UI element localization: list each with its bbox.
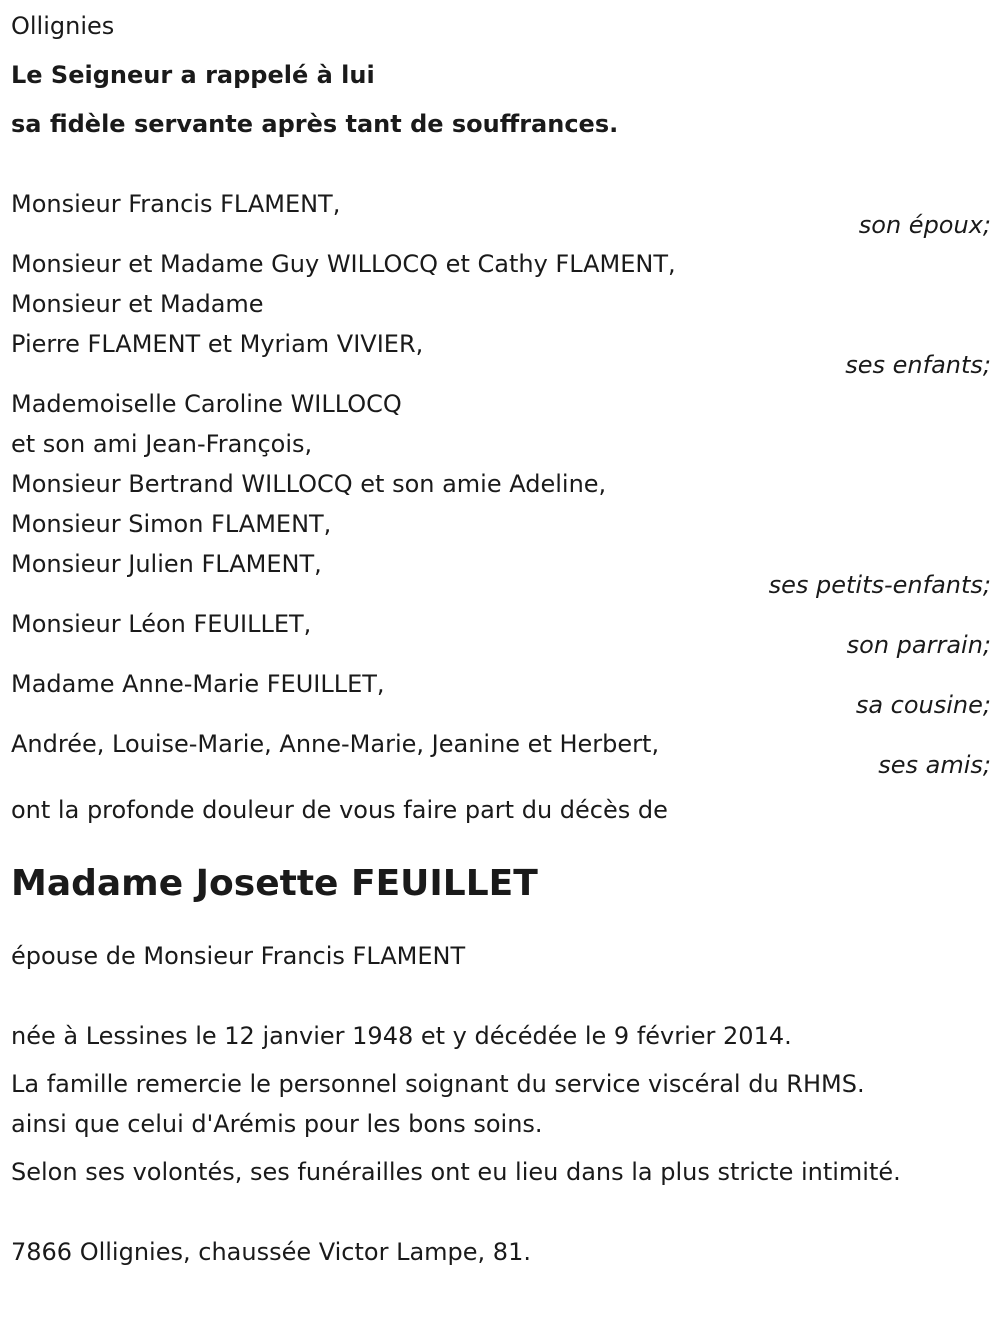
deceased-name: Madame Josette FEUILLET <box>11 863 538 904</box>
family-line: Monsieur Simon FLAMENT, <box>11 510 332 538</box>
family-line: Madame Anne-Marie FEUILLET, <box>11 670 385 698</box>
birth-death-line: née à Lessines le 12 janvier 1948 et y décédée le 9 février 2014. <box>11 1022 792 1050</box>
family-line: Monsieur et Madame <box>11 290 264 318</box>
relation-label: son époux; <box>858 211 991 239</box>
address-line: 7866 Ollignies, chaussée Victor Lampe, 81. <box>11 1238 531 1266</box>
family-line: Monsieur Léon FEUILLET, <box>11 610 312 638</box>
relation-label: ses amis; <box>878 751 991 779</box>
relation-label: ses enfants; <box>845 351 991 379</box>
relation-label: sa cousine; <box>855 691 991 719</box>
family-group-grandchildren <box>11 384 991 599</box>
family-line: Monsieur Francis FLAMENT, <box>11 190 341 218</box>
thanks-line-1: La famille remercie le personnel soignant du service viscéral du RHMS. <box>11 1070 865 1098</box>
relation-label: ses petits-enfants; <box>768 571 991 599</box>
family-line: Monsieur et Madame Guy WILLOCQ et Cathy FLAMENT, <box>11 250 676 278</box>
family-line: Mademoiselle Caroline WILLOCQ <box>11 390 402 418</box>
family-line: Monsieur Bertrand WILLOCQ et son amie Adeline, <box>11 470 607 498</box>
obituary-notice <box>11 6 991 1272</box>
family-group-godfather <box>11 604 991 659</box>
intro-line-2: sa fidèle servante après tant de souffrances. <box>11 110 619 138</box>
family-group-children <box>11 244 991 379</box>
family-group-friends <box>11 724 991 779</box>
family-line: et son ami Jean-François, <box>11 430 313 458</box>
family-group-spouse <box>11 184 991 239</box>
family-group-cousin <box>11 664 991 719</box>
spouse-line: épouse de Monsieur Francis FLAMENT <box>11 942 466 970</box>
thanks-line-2: ainsi que celui d'Arémis pour les bons soins. <box>11 1110 543 1138</box>
family-line: Monsieur Julien FLAMENT, <box>11 550 322 578</box>
relation-label: son parrain; <box>846 631 991 659</box>
announcement-text: ont la profonde douleur de vous faire part du décès de <box>11 796 668 824</box>
town-name: Ollignies <box>11 12 115 40</box>
family-line: Andrée, Louise-Marie, Anne-Marie, Jeanine et Herbert, <box>11 730 660 758</box>
intro-line-1: Le Seigneur a rappelé à lui <box>11 61 375 89</box>
funeral-line: Selon ses volontés, ses funérailles ont eu lieu dans la plus stricte intimité. <box>11 1158 901 1186</box>
family-line: Pierre FLAMENT et Myriam VIVIER, <box>11 330 424 358</box>
